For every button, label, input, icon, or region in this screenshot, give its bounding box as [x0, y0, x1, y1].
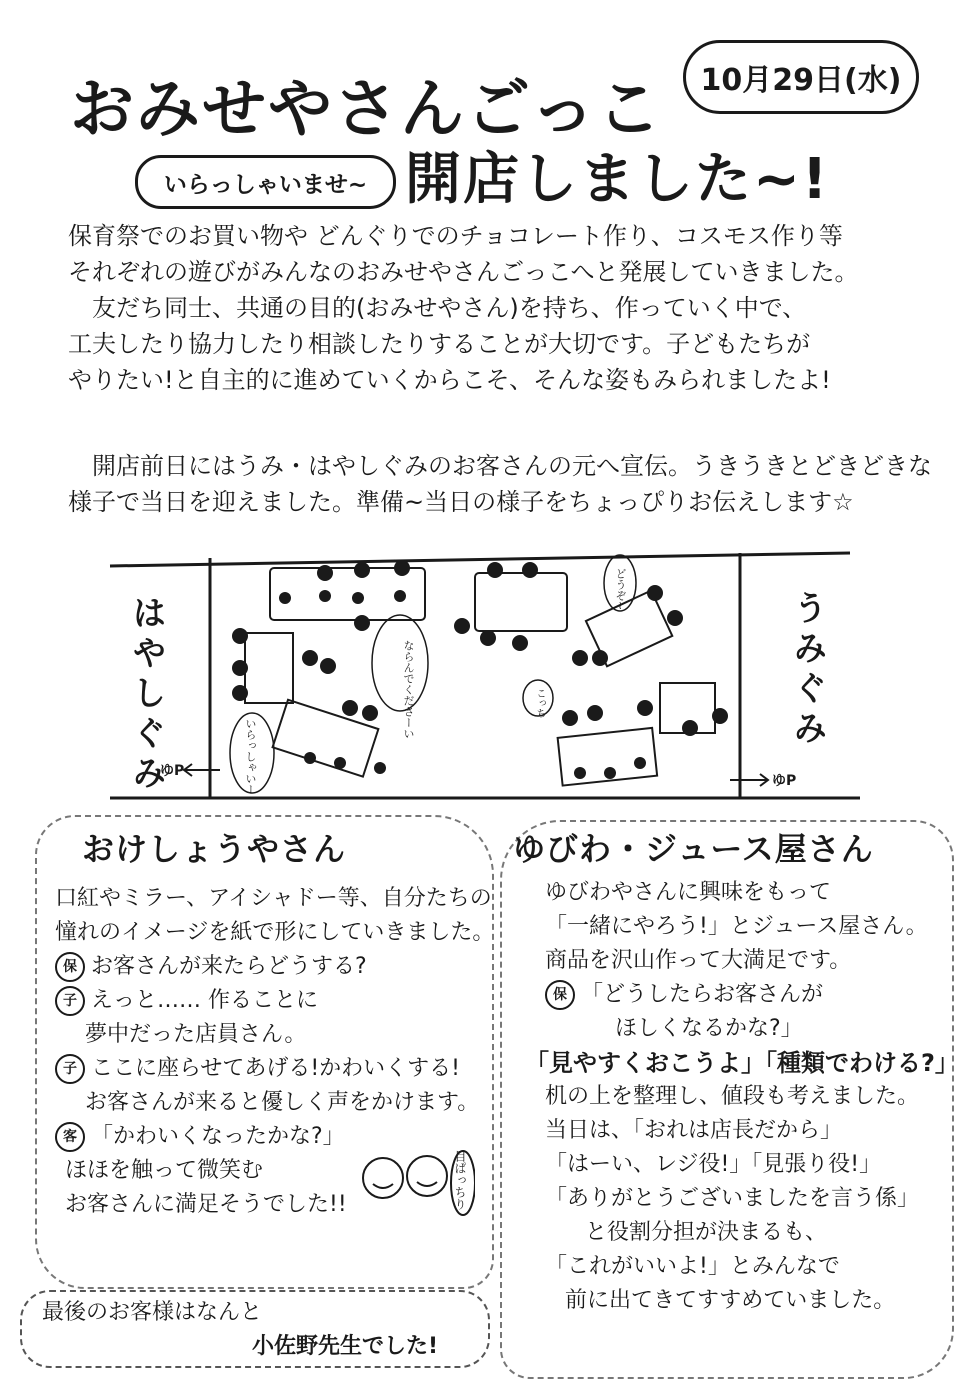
makeup-line: 子 えっと…… 作ることに [55, 984, 495, 1018]
intro-line: 保育祭でのお買い物や どんぐりでのチョコレート作り、コスモス作り等 [68, 222, 843, 250]
shelf-left [245, 633, 293, 703]
classroom-map-drawing [100, 548, 860, 808]
intro-line: 工夫したり協力したり相談したりすることが大切です。子どもたちが [68, 330, 811, 358]
makeup-line: 憧れのイメージを紙で形にしていきました。 [55, 920, 495, 945]
left-exit-label: ゆP [160, 763, 185, 779]
ring-line: 前に出てきてすすめていました。 [565, 1288, 896, 1313]
speaker-tag: 保 [55, 952, 85, 982]
makeup-line: 保 お客さんが来たらどうする? [55, 950, 495, 984]
ring-line: と役割分担が決まるも、 [585, 1220, 828, 1245]
makeup-line: 子 ここに座らせてあげる!かわいくする! [55, 1052, 495, 1086]
ring-line: 商品を沢山作って大満足です。 [545, 948, 852, 973]
speaker-tag: 客 [55, 1122, 85, 1152]
intro-paragraph [68, 218, 948, 398]
ring-juice-shop-title: ゆびわ・ジュース屋さん [513, 830, 874, 868]
intro-line: やりたい!と自主的に進めていくからこそ、そんな姿もみられましたよ! [68, 366, 831, 394]
last-customer-note [20, 1290, 490, 1368]
kids-bubble-text: 目ぱっちり [453, 1150, 467, 1210]
speaker-tag: 保 [545, 980, 575, 1010]
ring-line: 「一緒にやろう!」とジュース屋さん。 [545, 914, 928, 939]
makeup-line: ほほを触って微笑む [65, 1158, 264, 1183]
welcome-bubble: いらっしゃいませ~ [135, 155, 396, 209]
page-title: おみせやさんごっこ [70, 73, 663, 147]
ring-line: 「はーい、レジ役!」「見張り役!」 [545, 1152, 882, 1177]
speaker-tag: 子 [55, 986, 85, 1016]
makeup-line: 口紅やミラー、アイシャドー等、自分たちの [55, 886, 492, 911]
speaker-tag: 子 [55, 1054, 85, 1084]
classroom-map [100, 548, 860, 808]
date-bubble: 10月29日(水) [683, 40, 919, 114]
ring-line: 「見やすくおこうよ」「種類でわける?」 [525, 1049, 959, 1077]
map-bubble-1-text: ならんでくださーい [402, 640, 415, 739]
table-top-middle [475, 573, 567, 631]
makeup-line: 客 「かわいくなったかな?」 [55, 1120, 495, 1154]
makeup-line: お客さんに満足そうでした!! [65, 1192, 347, 1217]
intro2-line: 様子で当日を迎えました。準備~当日の様子をちょっぴりお伝えします☆ [68, 488, 854, 516]
makeup-line: お客さんが来ると優しく声をかけます。 [85, 1090, 480, 1115]
intro-line: それぞれの遊びがみんなのおみせやさんごっこへと発展していきました。 [68, 258, 859, 286]
makeup-line: 夢中だった店員さん。 [85, 1022, 307, 1047]
page-subtitle: 開店しました~! [405, 147, 830, 212]
hayashi-class-label: はやしぐみ [126, 595, 166, 795]
ring-line: 当日は、「おれは店長だから」 [545, 1118, 843, 1143]
map-bubble-3-text: いらっしゃいー [244, 718, 257, 795]
map-bubble-4-text: こっち [534, 688, 545, 718]
intro-line: 友だち同士、共通の目的(おみせやさん)を持ち、作っていく中で、 [92, 294, 807, 322]
ring-line: ほしくなるかな?」 [615, 1016, 803, 1041]
intro2-line: 開店前日にはうみ・はやしぐみのお客さんの元へ宣伝。うきうきとどきどきな [92, 452, 932, 480]
ring-line: 保 「どうしたらお客さんが [545, 978, 945, 1012]
ring-line: 「ありがとうございましたを言う係」 [545, 1186, 920, 1211]
intro-paragraph-2 [68, 448, 948, 520]
last-note-line-2: 小佐野先生でした! [252, 1334, 439, 1359]
right-exit-label: ゆP [772, 773, 797, 789]
ring-line: ゆびわやさんに興味をもって [545, 880, 832, 905]
umi-class-label: うみぐみ [787, 590, 827, 750]
makeup-shop-title: おけしょうやさん [82, 830, 347, 868]
map-bubble-2-text: どうぞ~ [614, 568, 627, 611]
ring-juice-shop-body [525, 876, 959, 1318]
ring-line: 机の上を整理し、値段も考えました。 [545, 1084, 920, 1109]
ring-line: 「これがいいよ!」とみんなで [545, 1254, 840, 1279]
last-note-line-1: 最後のお客様はなんと [42, 1300, 263, 1325]
